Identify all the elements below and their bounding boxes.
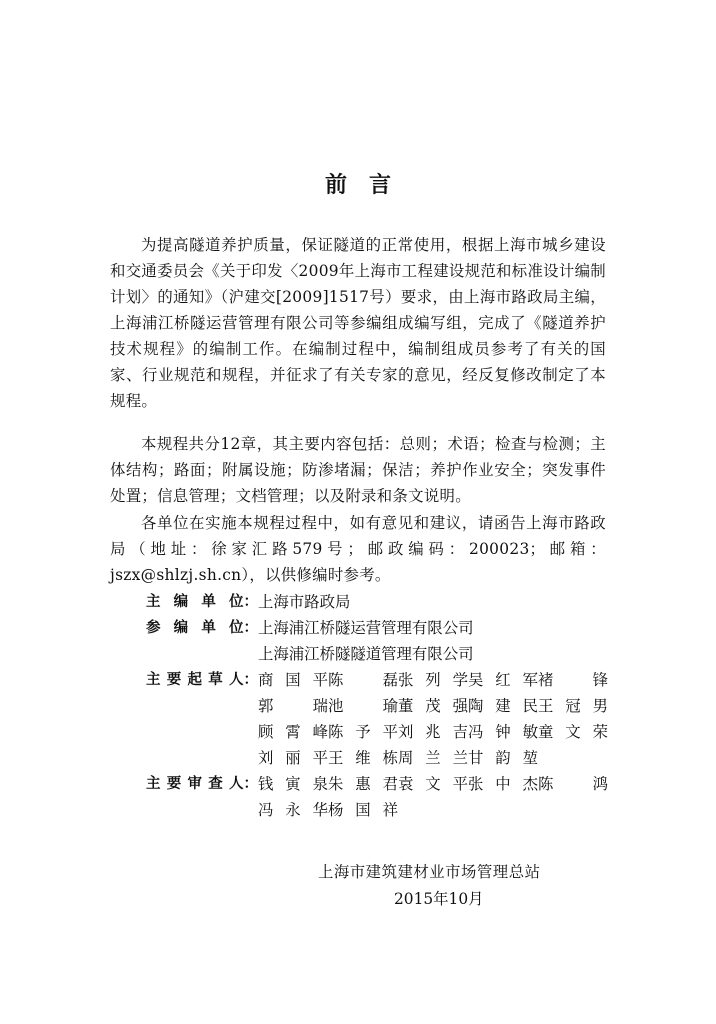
co-editor-value-2: 上海浦江桥隧隧道管理有限公司	[258, 645, 474, 663]
person-name: 王冠男	[538, 697, 608, 715]
person-name: 商国平	[258, 671, 328, 689]
person-name: 顾霄峰	[258, 723, 328, 741]
reviewers-label: 主 要 审 查 人：	[146, 776, 258, 792]
person-name: 刘丽平	[258, 749, 328, 767]
person-name: 池瑜	[328, 697, 398, 715]
person-name: 张列学	[398, 671, 468, 689]
publication-date: 2015年10月	[394, 890, 484, 908]
preface-paragraph-2: 本规程共分12章，其主要内容包括：总则；术语；检查与检测；主体结构；路面；附属设施；防渗堵漏；保洁；养护作业安全；突发事件处置；信息管理；文档管理；以及附录和条文说明。	[110, 435, 606, 505]
publisher: 上海市建筑建材业市场管理总站	[318, 863, 541, 881]
credits-section	[146, 589, 616, 823]
person-name: 陈鸿	[538, 775, 608, 793]
person-name: 周兰兰	[398, 749, 468, 767]
co-editor-value-1: 上海浦江桥隧运营管理有限公司	[258, 619, 474, 637]
reviewers-row	[146, 771, 616, 823]
person-name: 冯钟敏	[468, 723, 538, 741]
person-name: 冯永华	[258, 801, 328, 819]
person-name: 袁文平	[398, 775, 468, 793]
person-name: 郭瑞	[258, 697, 328, 715]
person-name: 钱寅泉	[258, 775, 328, 793]
person-name: 童文荣	[538, 723, 608, 741]
reviewer-names	[258, 771, 616, 823]
person-name: 褚锋	[538, 671, 608, 689]
person-name: 陈予平	[328, 723, 398, 741]
chief-editor-row	[146, 589, 616, 615]
person-name: 陈磊	[328, 671, 398, 689]
drafter-names	[258, 667, 616, 771]
person-name: 王维栋	[328, 749, 398, 767]
drafters-row	[146, 667, 616, 771]
co-editors-label: 参 编 单 位：	[146, 620, 258, 636]
person-name: 朱惠君	[328, 775, 398, 793]
chief-editor-value: 上海市路政局	[258, 593, 351, 611]
preface-paragraph-1: 为提高隧道养护质量，保证隧道的正常使用，根据上海市城乡建设和交通委员会《关于印发〈2009年上海市工程建设规范和标准设计编制计划〉的通知》（沪建交[2009]1517号）要求，由上海市路政局主编，上海浦江桥隧运营管理有限公司等参编组成编写组，完成了《隧道养护技术规程》的编制工作。在编制过程中，编制组成员参考了有关的国家、行业规范和规程，并征求了有关专家的意见，经反复修改制定了本规程。	[110, 236, 606, 410]
person-name: 吴红军	[468, 671, 538, 689]
person-name: 刘兆吉	[398, 723, 468, 741]
chief-editor-label: 主 编 单 位：	[146, 594, 258, 610]
person-name: 董茂强	[398, 697, 468, 715]
person-name: 张中杰	[468, 775, 538, 793]
co-editors-row	[146, 615, 616, 667]
preface-paragraph-3: 各单位在实施本规程过程中，如有意见和建议，请函告上海市路政局（地址：徐家汇路579号；邮政编码：200023；邮箱：jszx@shlzj.sh.cn），以供修编时参考。	[110, 514, 606, 584]
page-title: 前言	[324, 173, 413, 198]
drafters-label: 主 要 起 草 人：	[146, 672, 258, 688]
person-name: 甘韵堃	[468, 749, 538, 767]
person-name: 陶建民	[468, 697, 538, 715]
person-name: 杨国祥	[328, 801, 398, 819]
